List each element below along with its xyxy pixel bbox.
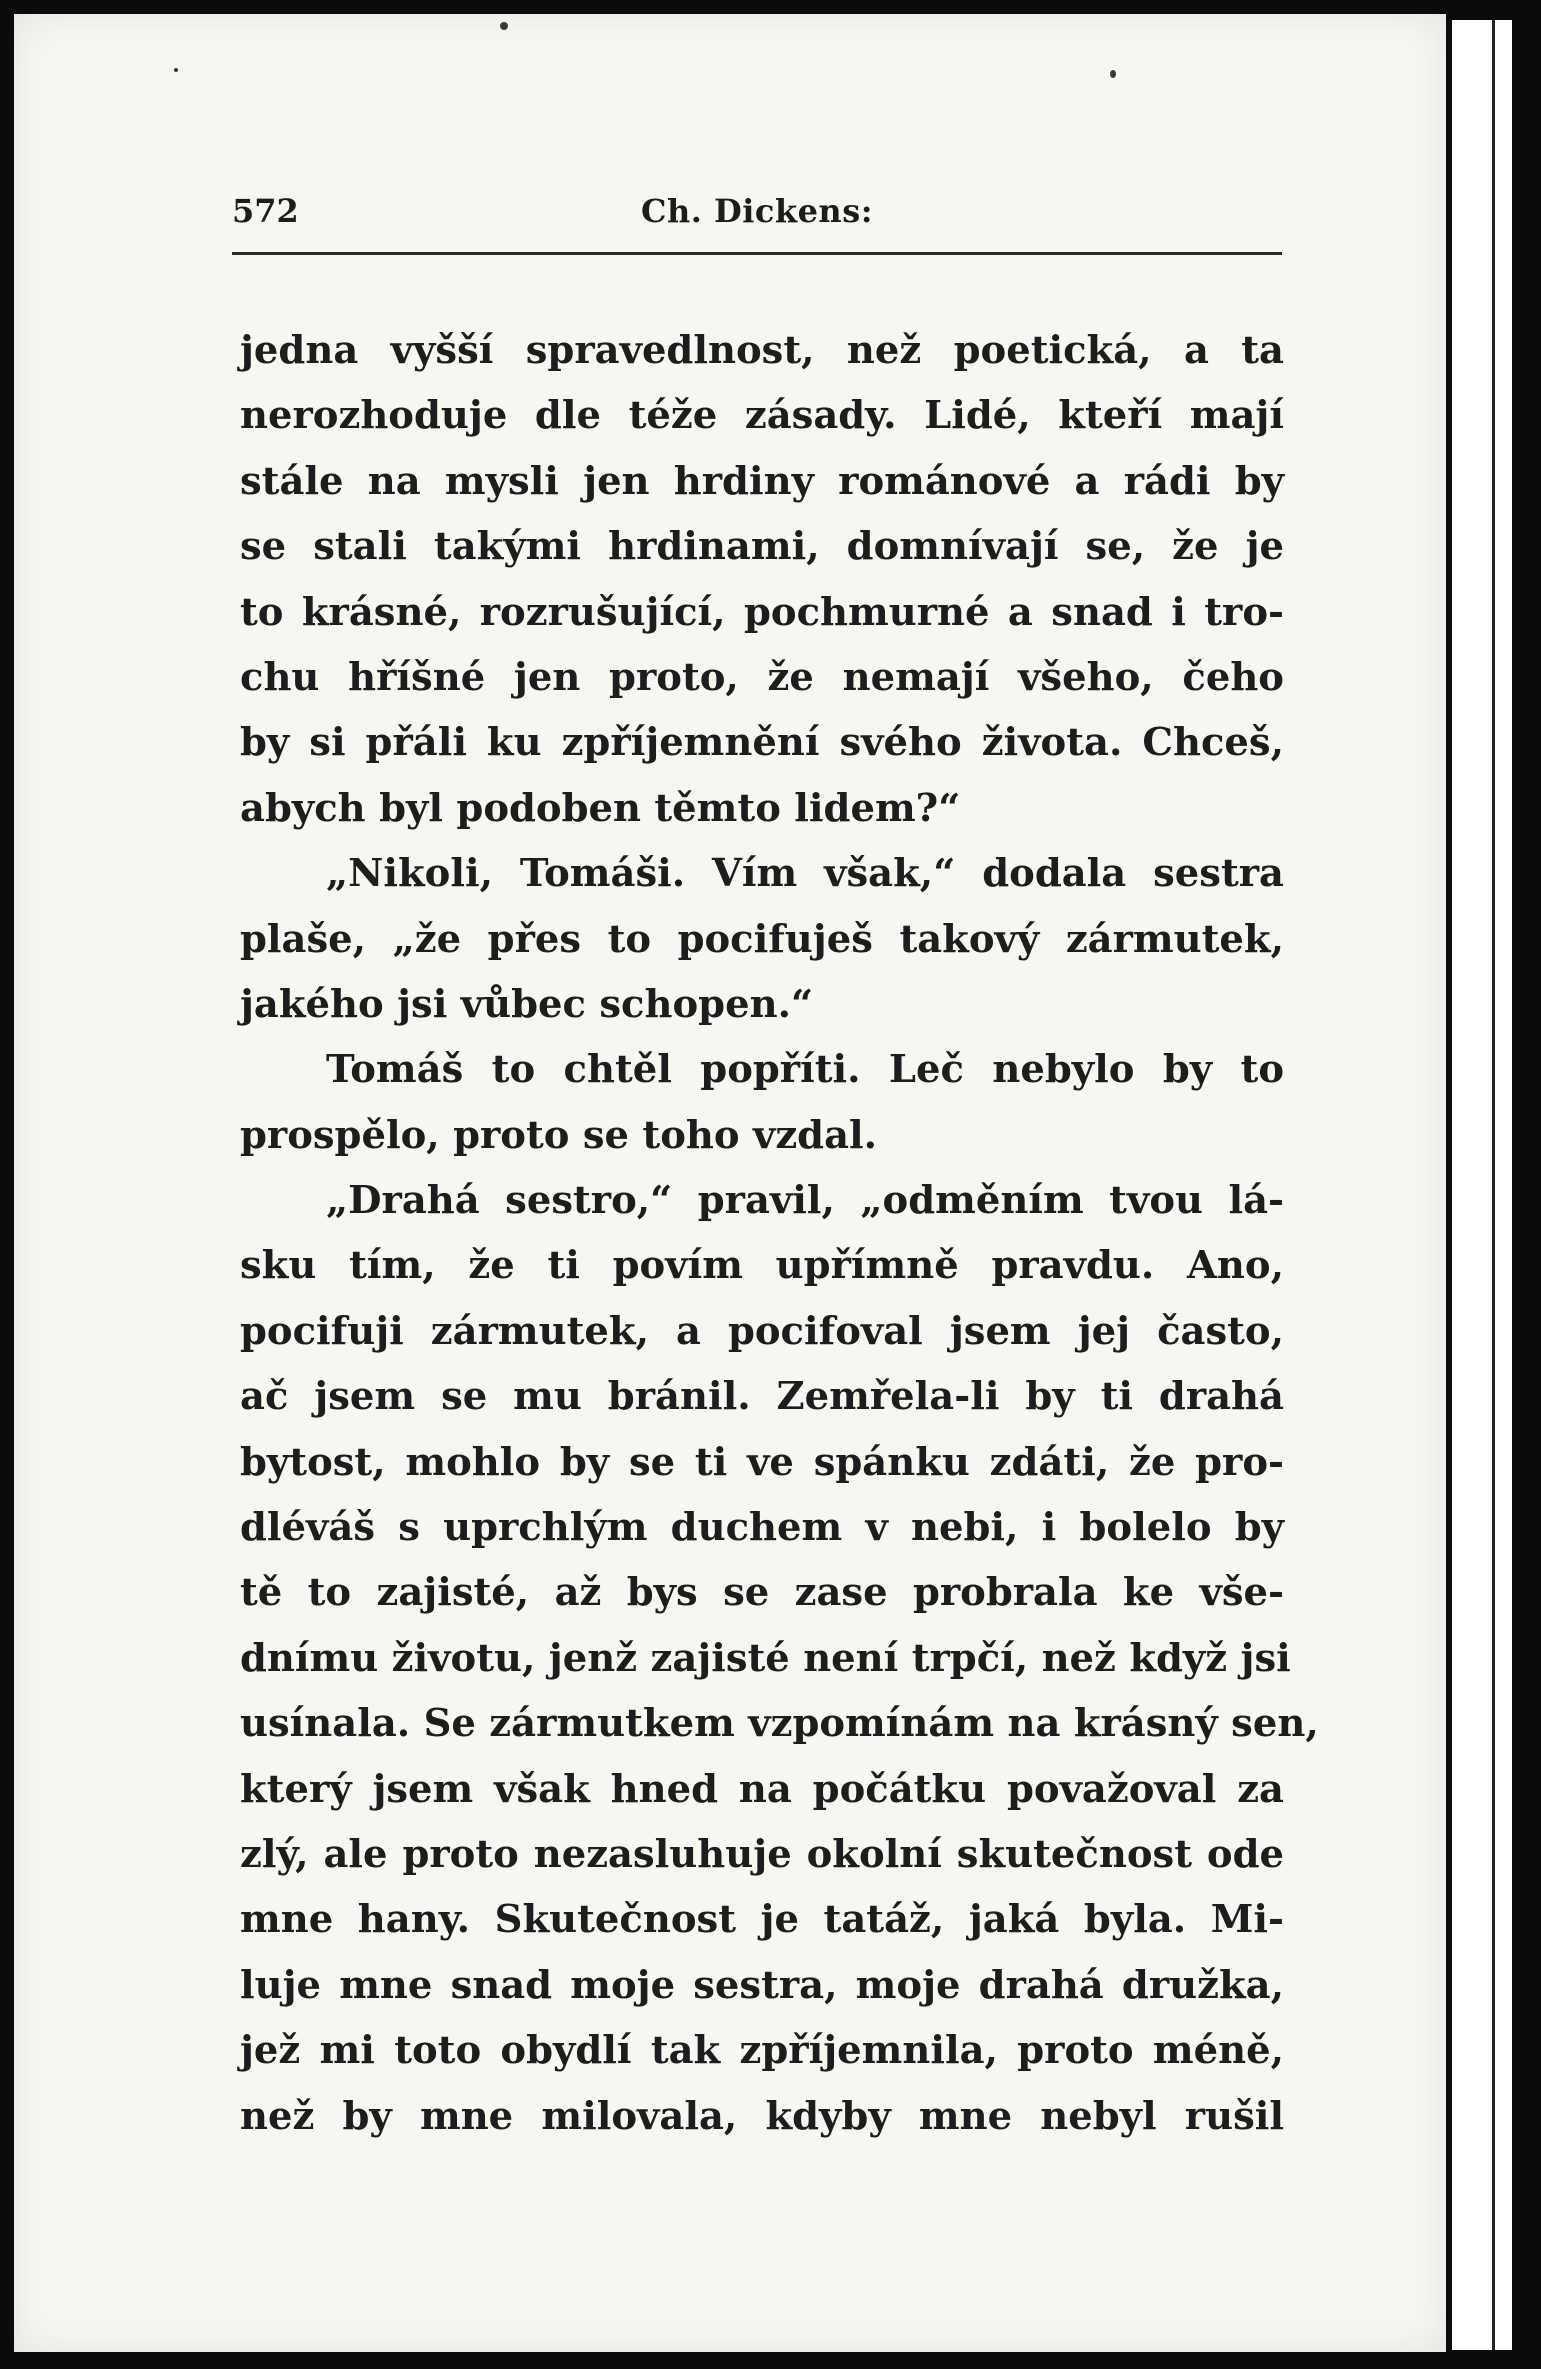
- text-line: plaše, „že přes to pocifuješ takový zármutek,: [240, 916, 1284, 962]
- page-number: 572: [232, 192, 299, 230]
- text-line: stále na mysli jen hrdiny románové a rádi by: [240, 458, 1284, 504]
- running-head: Ch. Dickens:: [640, 192, 874, 230]
- text-line: prospělo, proto se toho vzdal.: [240, 1112, 878, 1158]
- text-line: než by mne milovala, kdyby mne nebyl rušil: [240, 2093, 1284, 2139]
- page-header: [232, 192, 1282, 252]
- text-line: jedna vyšší spravedlnost, než poetická, a ta: [240, 328, 1284, 373]
- adjacent-page-edge: [1452, 20, 1512, 2350]
- text-line: „Drahá sestro,“ pravil, „odměním tvou lá-: [326, 1178, 1284, 1224]
- text-line: mne hany. Skutečnost je tatáž, jaká byla. Mi-: [240, 1897, 1284, 1943]
- page-edge-rule: [1492, 20, 1495, 2350]
- text-line: dléváš s uprchlým duchem v nebi, i bolelo by: [240, 1505, 1284, 1551]
- text-line: by si přáli ku zpříjemnění svého života. Chceš,: [240, 720, 1284, 766]
- text-line: luje mne snad moje sestra, moje drahá družka,: [240, 1962, 1284, 2008]
- text-line: jež mi toto obydlí tak zpříjemnila, proto méně,: [240, 2028, 1284, 2074]
- text-line: ač jsem se mu bránil. Zemřela-li by ti drahá: [240, 1374, 1284, 1420]
- text-line: chu hříšné jen proto, že nemají všeho, čeho: [240, 654, 1284, 700]
- text-line: to krásné, rozrušující, pochmurné a snad i tro-: [240, 589, 1284, 635]
- text-line: usínala. Se zármutkem vzpomínám na krásný sen,: [240, 1701, 1319, 1747]
- text-line: Tomáš to chtěl popříti. Leč nebylo by to: [326, 1047, 1284, 1093]
- text-line: dnímu životu, jenž zajisté není trpčí, než když jsi: [240, 1635, 1291, 1681]
- text-line: tě to zajisté, až bys se zase probrala ke vše-: [240, 1570, 1284, 1616]
- print-speck: [1110, 70, 1116, 78]
- text-line: zlý, ale proto nezasluhuje okolní skutečnost ode: [240, 1831, 1284, 1877]
- text-line: jakého jsi vůbec schopen.“: [240, 981, 814, 1027]
- text-line: pocifuji zármutek, a pocifoval jsem jej často,: [240, 1308, 1284, 1354]
- print-speck: [174, 68, 178, 72]
- body-text: [240, 318, 1319, 2149]
- header-rule: [232, 252, 1282, 255]
- text-line: sku tím, že ti povím upřímně pravdu. Ano,: [240, 1243, 1284, 1289]
- text-line: abych byl podoben těmto lidem?“: [240, 785, 961, 831]
- text-line: se stali takými hrdinami, domnívají se, že je: [240, 524, 1284, 570]
- text-line: bytost, mohlo by se ti ve spánku zdáti, že pro-: [240, 1439, 1284, 1485]
- text-line: „Nikoli, Tomáši. Vím však,“ dodala sestra: [326, 851, 1284, 897]
- text-line: nerozhoduje dle téže zásady. Lidé, kteří mají: [240, 393, 1284, 439]
- text-line: který jsem však hned na počátku považoval za: [240, 1766, 1284, 1812]
- print-speck: [500, 22, 508, 30]
